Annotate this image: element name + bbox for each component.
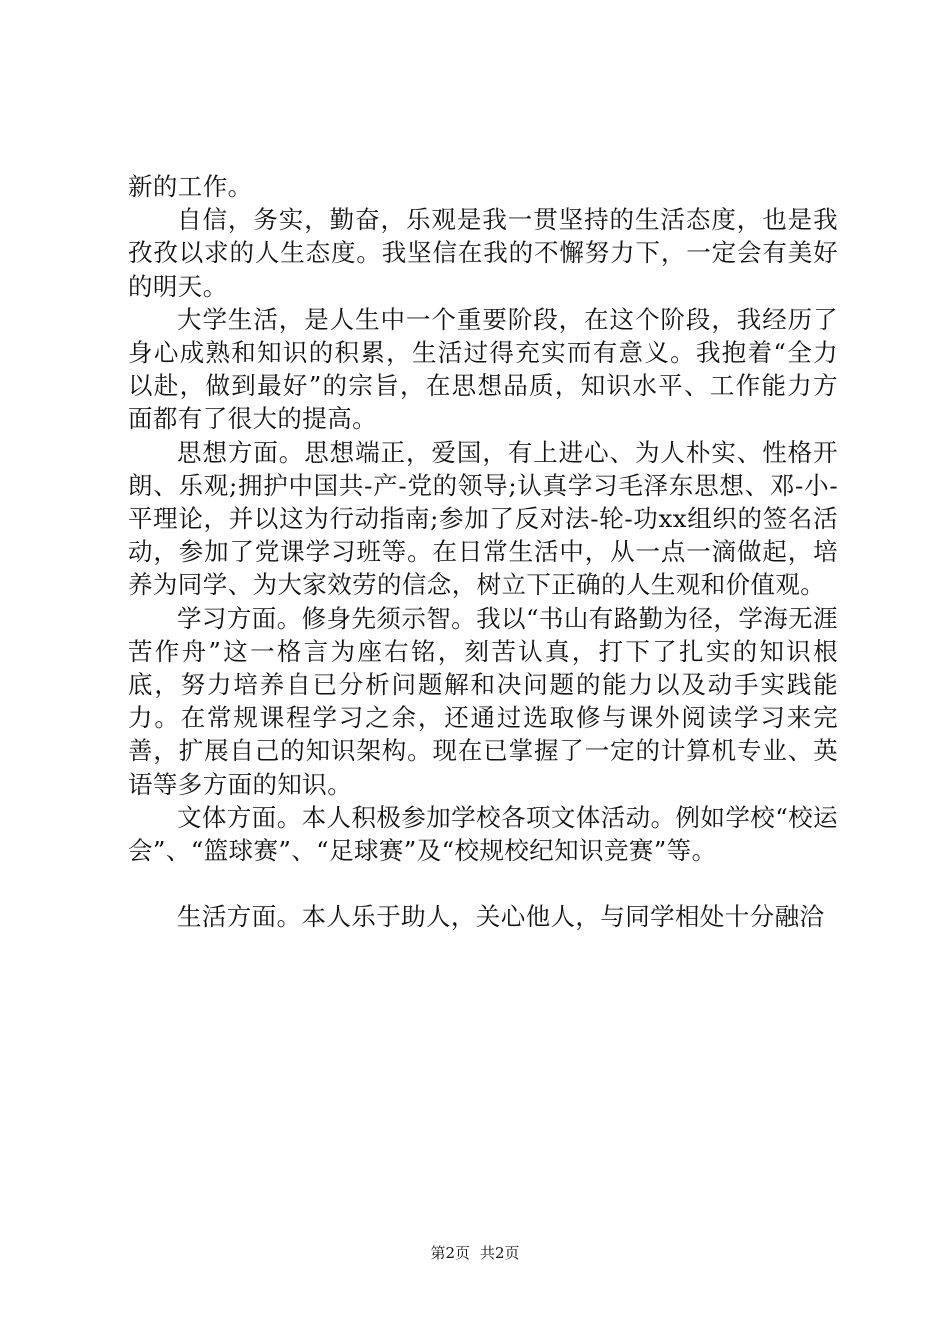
page-footer	[0, 1243, 950, 1263]
document-body	[128, 170, 838, 933]
page-total: 共2页	[480, 1244, 520, 1262]
paragraph-university-life: 大学生活，是人生中一个重要阶段，在这个阶段，我经历了身心成熟和知识的积累，生活过得充实而有意义。我抱着“全力以赴，做到最好”的宗旨，在思想品质，知识水平、工作能力方面都有了很大的提高。	[128, 304, 838, 434]
paragraph-sports: 文体方面。本人积极参加学校各项文体活动。例如学校“校运会”、“篮球赛”、“足球赛”及“校规校纪知识竞赛”等。	[128, 802, 838, 866]
paragraph-life: 生活方面。本人乐于助人，关心他人，与同学相处十分融洽	[177, 902, 825, 932]
paragraph-continuation: 新的工作。	[128, 172, 253, 201]
paragraph-ideology: 思想方面。思想端正，爱国，有上进心、为人朴实、性格开朗、乐观;拥护中国共-产-党的领导;认真学习毛泽东思想、邓-小-平理论，并以这为行动指南;参加了反对法-轮-功xx组织的签名活动，参加了党课学习班等。在日常生活中，从一点一滴做起，培养为同学、为大家效劳的信念，树立下正确的人生观和价值观。	[128, 437, 838, 600]
page-number: 第2页	[430, 1244, 470, 1262]
paragraph-attitude: 自信，务实，勤奋，乐观是我一贯坚持的生活态度，也是我孜孜以求的人生态度。我坚信在我的不懈努力下，一定会有美好的明天。	[128, 205, 838, 301]
paragraph-study: 学习方面。修身先须示智。我以“书山有路勤为径，学海无涯苦作舟”这一格言为座右铭，刻苦认真，打下了扎实的知识根底，努力培养自已分析问题解和决问题的能力以及动手实践能力。在常规课程学习之余，还通过选取修与课外阅读学习来完善，扩展自己的知识架构。现在已掌握了一定的计算机专业、英语等多方面的知识。	[128, 603, 838, 799]
